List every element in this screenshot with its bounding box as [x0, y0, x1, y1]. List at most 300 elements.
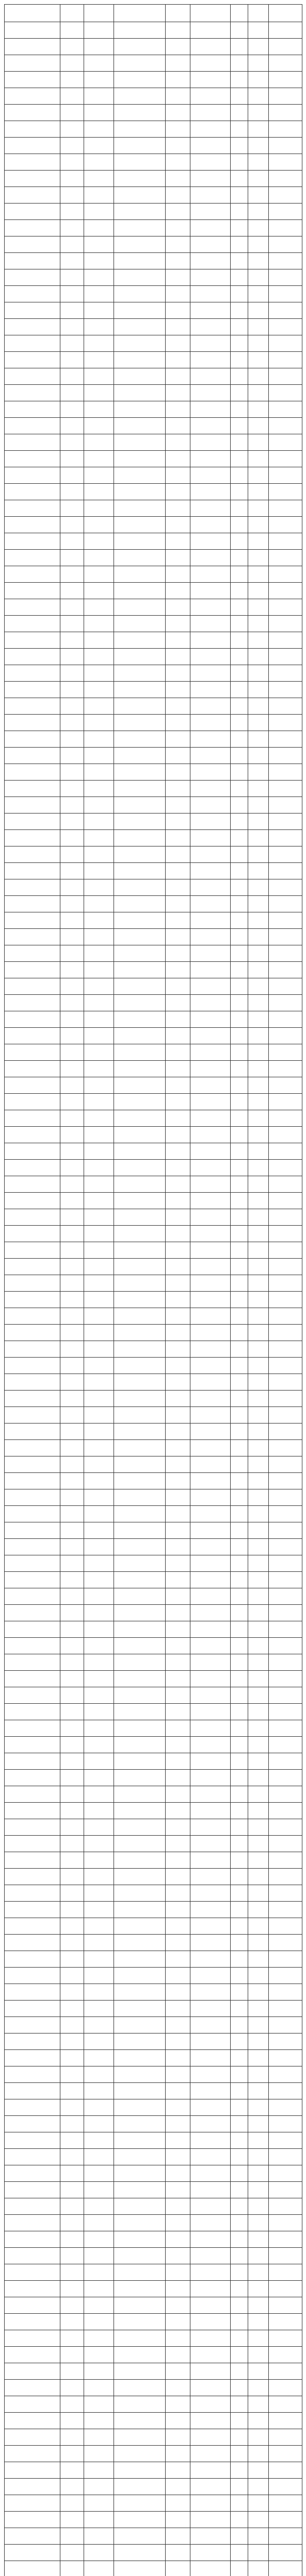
table-cell — [166, 1588, 190, 1605]
table-row — [5, 171, 302, 187]
table-cell — [166, 649, 190, 665]
table-cell — [190, 731, 231, 748]
table-cell — [5, 863, 60, 879]
table-cell — [60, 1951, 84, 1968]
table-cell — [190, 1061, 231, 1077]
table-cell — [84, 253, 114, 269]
table-cell — [84, 1456, 114, 1473]
table-cell — [60, 2413, 84, 2429]
header-cell — [231, 5, 248, 22]
table-cell — [5, 1984, 60, 2001]
table-cell — [166, 846, 190, 863]
table-row — [5, 1654, 302, 1671]
table-cell — [248, 55, 269, 72]
table-row — [5, 1836, 302, 1852]
table-cell — [114, 253, 166, 269]
table-cell — [190, 863, 231, 879]
table-row — [5, 1786, 302, 1803]
table-cell — [190, 55, 231, 72]
table-cell — [84, 698, 114, 715]
table-cell — [248, 72, 269, 88]
table-cell — [248, 1028, 269, 1044]
table-cell — [84, 1588, 114, 1605]
table-row — [5, 1341, 302, 1358]
table-cell — [231, 467, 248, 484]
table-cell — [248, 1143, 269, 1160]
table-cell — [114, 797, 166, 814]
table-cell — [248, 2149, 269, 2165]
table-row — [5, 1440, 302, 1456]
table-cell — [231, 698, 248, 715]
table-cell — [231, 2363, 248, 2380]
table-cell — [190, 764, 231, 781]
table-row — [5, 649, 302, 665]
table-row — [5, 1259, 302, 1275]
table-cell — [190, 204, 231, 220]
table-cell — [114, 2314, 166, 2330]
table-cell — [248, 1687, 269, 1704]
table-cell — [190, 1918, 231, 1935]
table-cell — [190, 1325, 231, 1341]
table-cell — [190, 1011, 231, 1028]
table-cell — [166, 566, 190, 583]
table-cell — [248, 2495, 269, 2512]
table-cell — [114, 2248, 166, 2264]
table-cell — [248, 2479, 269, 2495]
table-cell — [60, 1391, 84, 1407]
table-cell — [248, 269, 269, 286]
table-cell — [60, 1588, 84, 1605]
table-row — [5, 500, 302, 517]
table-row — [5, 2165, 302, 2182]
table-cell — [190, 566, 231, 583]
table-cell — [248, 88, 269, 105]
table-cell — [114, 319, 166, 335]
table-cell — [190, 1935, 231, 1951]
table-row — [5, 846, 302, 863]
table-row — [5, 1193, 302, 1209]
table-cell — [114, 1885, 166, 1902]
table-row — [5, 2083, 302, 2099]
table-cell — [84, 2446, 114, 2462]
table-cell — [5, 764, 60, 781]
table-cell — [114, 187, 166, 204]
table-cell — [84, 1325, 114, 1341]
table-cell — [60, 2314, 84, 2330]
table-cell — [248, 2281, 269, 2297]
table-cell — [248, 632, 269, 649]
table-cell — [231, 2017, 248, 2033]
table-cell — [269, 434, 302, 451]
table-row — [5, 1308, 302, 1325]
table-cell — [166, 1275, 190, 1292]
table-cell — [166, 500, 190, 517]
table-cell — [248, 1110, 269, 1127]
table-cell — [60, 1654, 84, 1671]
table-cell — [5, 1704, 60, 1720]
table-cell — [114, 1803, 166, 1819]
table-cell — [166, 1193, 190, 1209]
table-cell — [114, 138, 166, 154]
table-cell — [190, 451, 231, 467]
table-cell — [5, 879, 60, 896]
table-cell — [60, 2050, 84, 2066]
table-cell — [5, 1951, 60, 1968]
table-cell — [269, 2314, 302, 2330]
table-cell — [84, 616, 114, 632]
table-cell — [190, 1885, 231, 1902]
table-cell — [190, 2050, 231, 2066]
table-cell — [190, 1423, 231, 1440]
table-cell — [60, 138, 84, 154]
table-cell — [166, 1341, 190, 1358]
table-cell — [84, 2330, 114, 2347]
table-cell — [248, 2297, 269, 2314]
table-cell — [190, 550, 231, 566]
table-cell — [248, 1720, 269, 1737]
table-cell — [190, 962, 231, 978]
table-cell — [231, 1885, 248, 1902]
table-cell — [190, 1077, 231, 1094]
table-cell — [166, 1753, 190, 1770]
table-cell — [248, 2363, 269, 2380]
table-cell — [5, 286, 60, 302]
table-cell — [190, 368, 231, 385]
table-cell — [269, 1127, 302, 1143]
table-cell — [269, 1358, 302, 1374]
table-row — [5, 1374, 302, 1391]
table-cell — [166, 912, 190, 929]
table-cell — [166, 2099, 190, 2116]
table-cell — [114, 1259, 166, 1275]
table-cell — [231, 2083, 248, 2099]
table-cell — [166, 2297, 190, 2314]
table-cell — [190, 929, 231, 945]
table-row — [5, 1011, 302, 1028]
table-cell — [166, 1605, 190, 1621]
table-cell — [166, 1209, 190, 1226]
table-cell — [84, 830, 114, 846]
table-cell — [269, 1028, 302, 1044]
table-cell — [84, 632, 114, 649]
table-cell — [84, 171, 114, 187]
table-cell — [166, 1836, 190, 1852]
table-cell — [84, 335, 114, 352]
table-cell — [231, 154, 248, 171]
table-cell — [269, 39, 302, 55]
table-cell — [5, 500, 60, 517]
table-cell — [231, 1440, 248, 1456]
table-cell — [190, 302, 231, 319]
table-row — [5, 698, 302, 715]
table-cell — [60, 1209, 84, 1226]
table-cell — [166, 220, 190, 236]
table-cell — [248, 1193, 269, 1209]
table-row — [5, 368, 302, 385]
table-cell — [5, 632, 60, 649]
table-cell — [269, 2446, 302, 2462]
table-cell — [5, 2479, 60, 2495]
table-cell — [248, 1852, 269, 1869]
table-cell — [190, 2462, 231, 2479]
table-cell — [84, 2413, 114, 2429]
table-cell — [231, 1423, 248, 1440]
table-cell — [248, 1292, 269, 1308]
table-cell — [166, 171, 190, 187]
table-cell — [166, 1918, 190, 1935]
table-row — [5, 533, 302, 550]
table-cell — [231, 1209, 248, 1226]
table-cell — [60, 1077, 84, 1094]
table-cell — [248, 2215, 269, 2231]
table-cell — [5, 1209, 60, 1226]
table-cell — [166, 1456, 190, 1473]
table-cell — [248, 1506, 269, 1522]
table-cell — [114, 1489, 166, 1506]
table-cell — [269, 2363, 302, 2380]
table-cell — [5, 814, 60, 830]
table-cell — [166, 1242, 190, 1259]
table-cell — [269, 2413, 302, 2429]
table-cell — [190, 912, 231, 929]
table-cell — [114, 1275, 166, 1292]
table-cell — [166, 2347, 190, 2363]
table-cell — [5, 1968, 60, 1984]
table-cell — [248, 1489, 269, 1506]
table-cell — [5, 171, 60, 187]
table-cell — [248, 1127, 269, 1143]
table-cell — [5, 896, 60, 912]
table-cell — [166, 1852, 190, 1869]
table-row — [5, 1325, 302, 1341]
table-cell — [84, 2231, 114, 2248]
table-row — [5, 566, 302, 583]
table-row — [5, 1061, 302, 1077]
table-cell — [269, 72, 302, 88]
table-cell — [248, 517, 269, 533]
table-cell — [269, 1539, 302, 1555]
table-row — [5, 2132, 302, 2149]
table-cell — [114, 1440, 166, 1456]
table-cell — [114, 220, 166, 236]
table-cell — [166, 945, 190, 962]
table-row — [5, 962, 302, 978]
table-cell — [114, 1572, 166, 1588]
table-cell — [190, 2066, 231, 2083]
table-cell — [269, 1638, 302, 1654]
table-cell — [269, 1456, 302, 1473]
table-cell — [190, 1819, 231, 1836]
table-cell — [84, 2528, 114, 2545]
table-cell — [60, 1440, 84, 1456]
table-cell — [5, 1423, 60, 1440]
table-row — [5, 138, 302, 154]
table-cell — [5, 1935, 60, 1951]
table-cell — [166, 517, 190, 533]
table-cell — [269, 1869, 302, 1885]
table-cell — [84, 1407, 114, 1423]
table-cell — [190, 682, 231, 698]
table-cell — [248, 846, 269, 863]
table-cell — [190, 319, 231, 335]
table-cell — [166, 1473, 190, 1489]
table-cell — [269, 1654, 302, 1671]
table-cell — [231, 583, 248, 599]
table-cell — [84, 1902, 114, 1918]
table-cell — [190, 2099, 231, 2116]
table-cell — [5, 302, 60, 319]
table-cell — [190, 1720, 231, 1737]
table-cell — [60, 978, 84, 995]
table-cell — [60, 1737, 84, 1753]
table-cell — [166, 72, 190, 88]
table-cell — [248, 2066, 269, 2083]
table-cell — [190, 846, 231, 863]
table-cell — [231, 1704, 248, 1720]
table-cell — [84, 2396, 114, 2413]
table-cell — [166, 1308, 190, 1325]
table-cell — [190, 2446, 231, 2462]
table-cell — [269, 2479, 302, 2495]
table-cell — [248, 665, 269, 682]
table-row — [5, 1671, 302, 1687]
table-row — [5, 665, 302, 682]
table-cell — [231, 1275, 248, 1292]
table-cell — [269, 1275, 302, 1292]
table-cell — [114, 451, 166, 467]
table-cell — [190, 2330, 231, 2347]
table-cell — [5, 2099, 60, 2116]
table-cell — [114, 533, 166, 550]
table-cell — [166, 1259, 190, 1275]
table-cell — [5, 1803, 60, 1819]
table-cell — [114, 978, 166, 995]
table-cell — [166, 105, 190, 121]
table-cell — [248, 1259, 269, 1275]
table-cell — [190, 1292, 231, 1308]
table-cell — [5, 1374, 60, 1391]
table-cell — [60, 1522, 84, 1539]
table-cell — [84, 39, 114, 55]
table-cell — [60, 1555, 84, 1572]
table-cell — [248, 1044, 269, 1061]
table-cell — [231, 319, 248, 335]
table-cell — [248, 1753, 269, 1770]
table-cell — [84, 682, 114, 698]
table-cell — [248, 2330, 269, 2347]
table-cell — [84, 2363, 114, 2380]
table-cell — [190, 715, 231, 731]
table-cell — [5, 2512, 60, 2528]
table-cell — [84, 731, 114, 748]
table-cell — [190, 1786, 231, 1803]
table-cell — [248, 253, 269, 269]
table-cell — [84, 105, 114, 121]
table-cell — [60, 1704, 84, 1720]
table-cell — [269, 2050, 302, 2066]
table-cell — [114, 599, 166, 616]
table-cell — [5, 2446, 60, 2462]
table-cell — [190, 88, 231, 105]
table-cell — [231, 2330, 248, 2347]
table-cell — [114, 2330, 166, 2347]
table-cell — [114, 830, 166, 846]
table-cell — [190, 1539, 231, 1555]
table-cell — [60, 2380, 84, 2396]
table-row — [5, 1226, 302, 1242]
table-cell — [269, 1308, 302, 1325]
table-cell — [269, 1423, 302, 1440]
table-cell — [190, 830, 231, 846]
table-cell — [166, 830, 190, 846]
table-cell — [231, 2149, 248, 2165]
table-row — [5, 220, 302, 236]
table-cell — [5, 583, 60, 599]
table-cell — [248, 995, 269, 1011]
table-cell — [166, 1160, 190, 1176]
table-cell — [60, 352, 84, 368]
table-cell — [84, 1638, 114, 1654]
table-cell — [60, 2330, 84, 2347]
table-cell — [269, 830, 302, 846]
table-cell — [5, 2281, 60, 2297]
table-row — [5, 2215, 302, 2231]
table-cell — [114, 418, 166, 434]
table-cell — [248, 566, 269, 583]
table-cell — [5, 1737, 60, 1753]
table-cell — [269, 2017, 302, 2033]
table-cell — [84, 1292, 114, 1308]
table-cell — [231, 269, 248, 286]
table-cell — [190, 1621, 231, 1638]
table-cell — [84, 302, 114, 319]
table-cell — [84, 797, 114, 814]
table-cell — [60, 2446, 84, 2462]
table-cell — [84, 236, 114, 253]
table-cell — [269, 533, 302, 550]
table-cell — [114, 105, 166, 121]
table-cell — [231, 550, 248, 566]
table-cell — [269, 2083, 302, 2099]
table-cell — [269, 1473, 302, 1489]
table-cell — [84, 401, 114, 418]
table-cell — [114, 236, 166, 253]
table-cell — [269, 22, 302, 39]
table-row — [5, 335, 302, 352]
table-cell — [231, 2512, 248, 2528]
table-cell — [60, 2099, 84, 2116]
table-cell — [84, 2495, 114, 2512]
table-cell — [166, 1968, 190, 1984]
table-cell — [231, 220, 248, 236]
table-cell — [84, 1786, 114, 1803]
table-cell — [84, 1654, 114, 1671]
table-row — [5, 2545, 302, 2561]
table-cell — [269, 171, 302, 187]
table-cell — [114, 1374, 166, 1391]
table-cell — [84, 978, 114, 995]
table-cell — [166, 583, 190, 599]
table-row — [5, 1852, 302, 1869]
table-cell — [190, 896, 231, 912]
table-cell — [190, 2248, 231, 2264]
table-cell — [190, 814, 231, 830]
table-cell — [84, 2066, 114, 2083]
table-cell — [190, 1226, 231, 1242]
table-cell — [190, 2264, 231, 2281]
table-cell — [114, 2050, 166, 2066]
table-cell — [231, 1869, 248, 1885]
